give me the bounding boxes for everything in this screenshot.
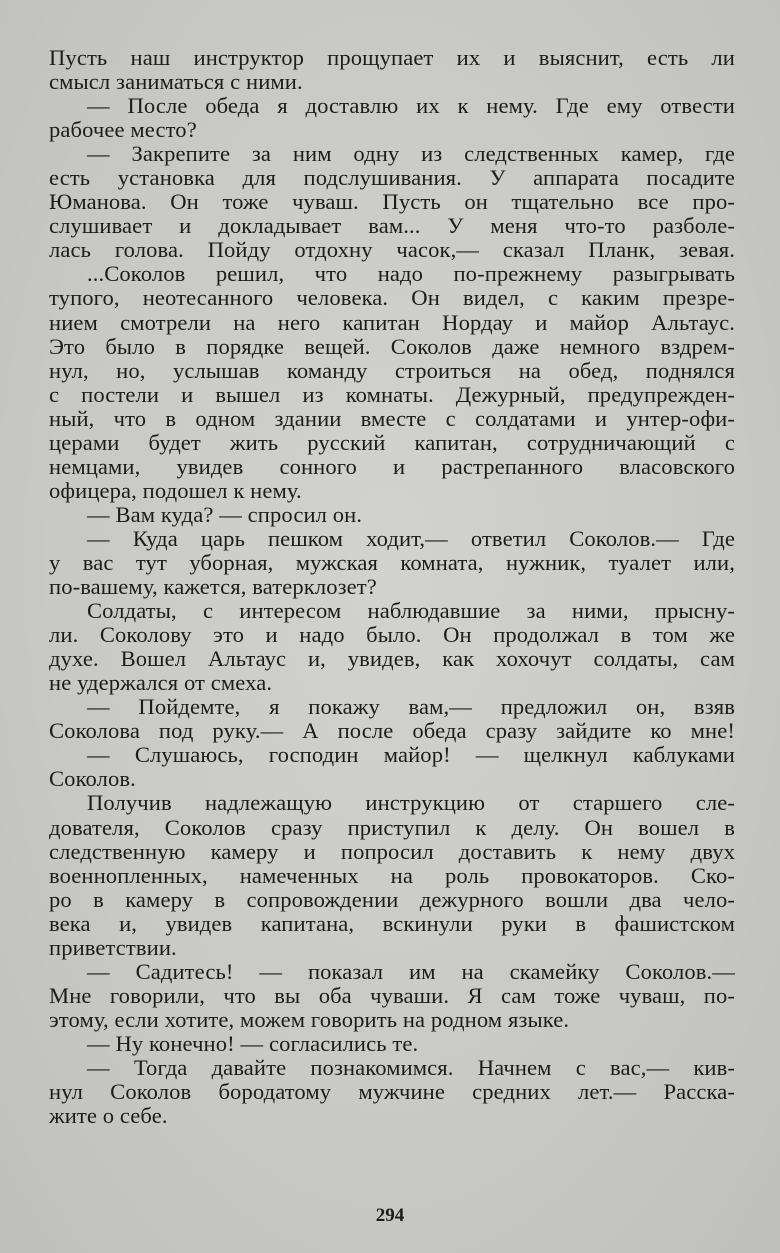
text-line: — Куда царь пешком ходит,— ответил Соколов.— Где bbox=[87, 525, 735, 551]
text-line: нием смотрели на него капитан Нордау и майор Альтаус. bbox=[49, 309, 735, 335]
text-line: века и, увидев капитана, вскинули руки в фашистском bbox=[49, 910, 735, 936]
text-line: Соколова под руку.— А после обеда сразу зайдите ко мне! bbox=[49, 718, 735, 744]
text-line: — После обеда я доставлю их к нему. Где ему отвести bbox=[87, 93, 735, 119]
text-line: — Пойдемте, я покажу вам,— предложил он, взяв bbox=[87, 694, 735, 720]
text-line: нул Соколов бородатому мужчине средних лет.— Расска- bbox=[49, 1079, 735, 1105]
text-line: не удержался от смеха. bbox=[49, 670, 273, 696]
text-line: у вас тут уборная, мужская комната, нужник, туалет или, bbox=[49, 549, 735, 575]
text-line: ли. Соколову это и надо было. Он продолжал в том же bbox=[49, 622, 735, 648]
text-line: военнопленных, намеченных на роль провокаторов. Ско- bbox=[49, 862, 735, 888]
text-line: Солдаты, с интересом наблюдавшие за ними, прысну- bbox=[87, 598, 735, 624]
text-line: рабочее место? bbox=[49, 117, 197, 143]
text-line: Мне говорили, что вы оба чуваши. Я сам тоже чуваш, по- bbox=[49, 982, 735, 1008]
text-line: — Вам куда? — спросил он. bbox=[87, 501, 363, 527]
text-line: смысл заниматься с ними. bbox=[49, 69, 303, 95]
text-line: Получив надлежащую инструкцию от старшего сле- bbox=[87, 790, 735, 816]
text-line: офицера, подошел к нему. bbox=[49, 477, 302, 503]
text-line: нул, но, услышав команду строиться на обед, поднялся bbox=[49, 357, 735, 383]
text-line: — Тогда давайте познакомимся. Начнем с вас,— кив- bbox=[87, 1054, 735, 1080]
text-line: по-вашему, кажется, ватерклозет? bbox=[49, 574, 377, 600]
text-line: есть установка для подслушивания. У аппарата посадите bbox=[49, 165, 735, 191]
text-line: лась голова. Пойду отдохну часок,— сказал Планк, зевая. bbox=[49, 237, 735, 263]
text-line: немцами, увидев сонного и растрепанного власовского bbox=[49, 453, 735, 479]
text-line: тупого, неотесанного человека. Он видел, с каким презре- bbox=[49, 285, 735, 311]
page-number: 294 bbox=[375, 1205, 405, 1226]
text-line: дователя, Соколов сразу приступил к делу. Он вошел в bbox=[49, 814, 735, 840]
text-line: следственную камеру и попросил доставить к нему двух bbox=[49, 838, 735, 864]
text-line: — Закрепите за ним одну из следственных камер, где bbox=[87, 141, 735, 167]
text-line: с постели и вышел из комнаты. Дежурный, предупрежден- bbox=[49, 381, 735, 407]
body-text bbox=[49, 46, 735, 1128]
text-line: церами будет жить русский капитан, сотрудничающий с bbox=[49, 429, 735, 455]
text-line: этому, если хотите, можем говорить на родном языке. bbox=[49, 1006, 570, 1032]
text-line: — Ну конечно! — согласились те. bbox=[87, 1030, 419, 1056]
text-line: духе. Вошел Альтаус и, увидев, как хохочут солдаты, сам bbox=[49, 646, 735, 672]
text-line: Юманова. Он тоже чуваш. Пусть он тщательно все про- bbox=[49, 189, 735, 215]
text-line: — Слушаюсь, господин майор! — щелкнул каблуками bbox=[87, 742, 735, 768]
text-line: Соколов. bbox=[49, 766, 136, 792]
text-line: — Садитесь! — показал им на скамейку Соколов.— bbox=[87, 958, 735, 984]
text-line: Пусть наш инструктор прощупает их и выяснит, есть ли bbox=[49, 45, 735, 70]
text-line: ...Соколов решил, что надо по-прежнему разыгрывать bbox=[87, 261, 735, 287]
text-line: ро в камеру в сопровождении дежурного вошли два чело- bbox=[49, 886, 735, 912]
text-line: ный, что в одном здании вместе с солдатами и унтер-офи- bbox=[49, 405, 735, 431]
text-line: приветствии. bbox=[49, 934, 177, 960]
text-line: жите о себе. bbox=[49, 1103, 168, 1129]
text-line: Это было в порядке вещей. Соколов даже немного вздрем- bbox=[49, 333, 735, 359]
text-line: слушивает и докладывает вам... У меня что-то разболе- bbox=[49, 213, 735, 239]
